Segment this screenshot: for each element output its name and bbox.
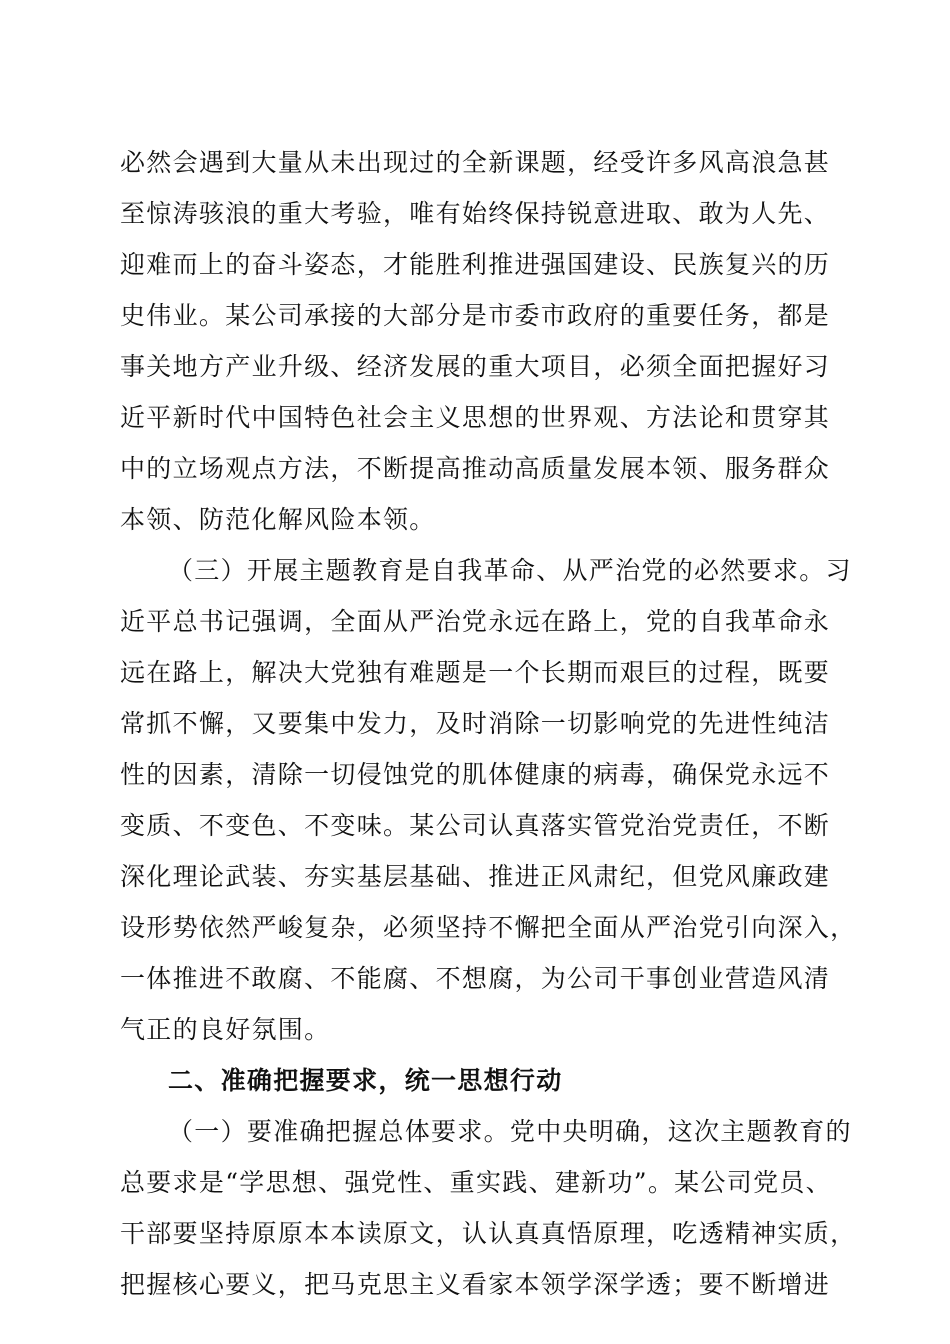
text-line: 总要求是“学思想、强党性、重实践、建新功”。某公司党员、 <box>120 1168 832 1197</box>
text-line: 深化理论武装、夯实基层基础、推进正风肃纪，但党风廉政建 <box>120 862 831 891</box>
text-line: 近平新时代中国特色社会主义思想的世界观、方法论和贯穿其 <box>120 403 831 432</box>
paragraph-lead-line: （三）开展主题教育是自我革命、从严治党的必然要求。习 <box>168 556 852 585</box>
text-line: 把握核心要义，把马克思主义看家本领学深学透；要不断增进 <box>120 1270 831 1299</box>
text-line: 性的因素，清除一切侵蚀党的肌体健康的病毒，确保党永远不 <box>120 760 831 789</box>
text-line: 常抓不懈，又要集中发力，及时消除一切影响党的先进性纯洁 <box>120 709 831 738</box>
text-line: 近平总书记强调，全面从严治党永远在路上，党的自我革命永 <box>120 607 831 636</box>
text-line: 干部要坚持原原本本读原文，认认真真悟原理，吃透精神实质， <box>120 1219 857 1248</box>
text-line: 气正的良好氛围。 <box>120 1015 331 1044</box>
text-line: 本领、防范化解风险本领。 <box>120 505 436 534</box>
text-line: 事关地方产业升级、经济发展的重大项目，必须全面把握好习 <box>120 352 831 381</box>
text-line: 中的立场观点方法，不断提高推动高质量发展本领、服务群众 <box>120 454 831 483</box>
text-line: 远在路上，解决大党独有难题是一个长期而艰巨的过程，既要 <box>120 658 831 687</box>
text-line: 至惊涛骇浪的重大考验，唯有始终保持锐意进取、敢为人先、 <box>120 199 831 228</box>
text-line: 史伟业。某公司承接的大部分是市委市政府的重要任务，都是 <box>120 301 831 330</box>
document-body <box>120 137 857 1310</box>
paragraph-lead-line: （一）要准确把握总体要求。党中央明确，这次主题教育的 <box>168 1117 852 1146</box>
text-line: 一体推进不敢腐、不能腐、不想腐，为公司干事创业营造风清 <box>120 964 831 993</box>
text-line: 设形势依然严峻复杂，必须坚持不懈把全面从严治党引向深入， <box>120 913 857 942</box>
text-line: 必然会遇到大量从未出现过的全新课题，经受许多风高浪急甚 <box>120 148 831 177</box>
section-heading: 二、准确把握要求，统一思想行动 <box>168 1066 563 1095</box>
text-line: 迎难而上的奋斗姿态，才能胜利推进强国建设、民族复兴的历 <box>120 250 831 279</box>
text-line: 变质、不变色、不变味。某公司认真落实管党治党责任，不断 <box>120 811 831 840</box>
